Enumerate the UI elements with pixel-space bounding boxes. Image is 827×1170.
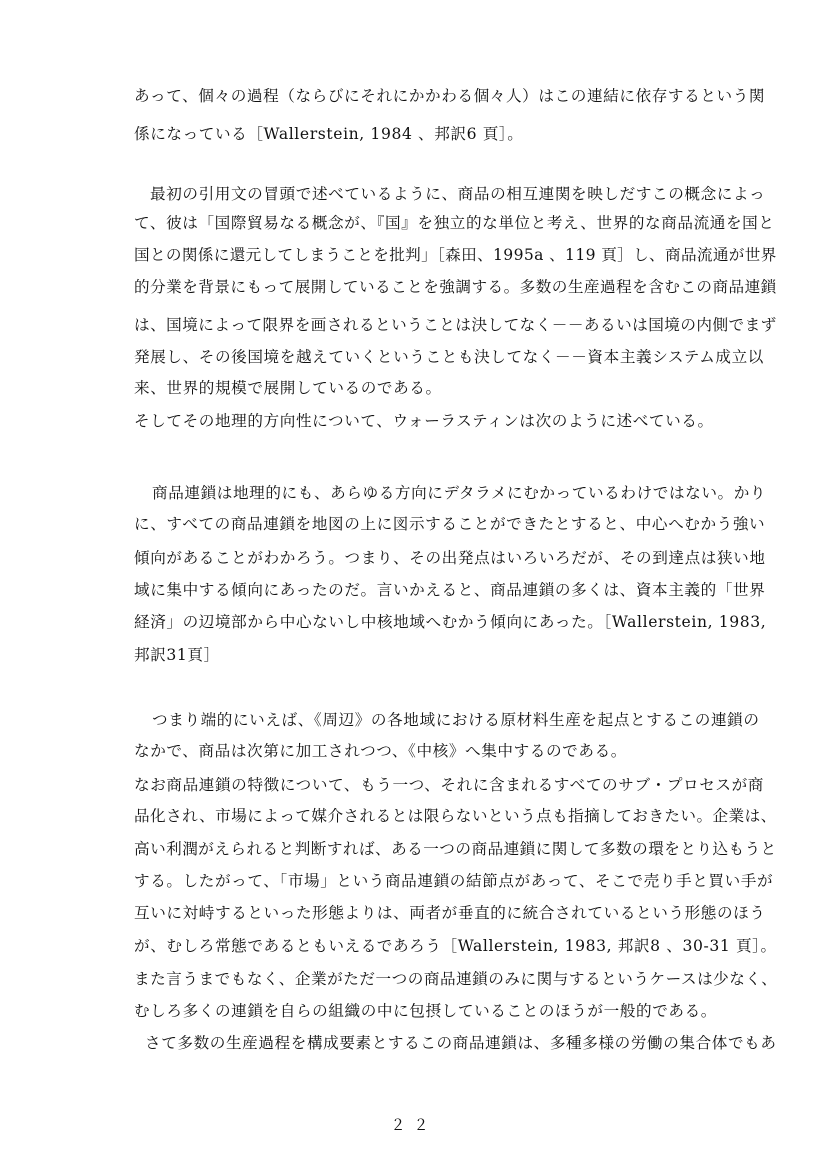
- quote-line: 商品連鎖は地理的にも、あらゆる方向にデタラメにむかっているわけではない。かり: [152, 484, 767, 502]
- text-line: 最初の引用文の冒頭で述べているように、商品の相互連関を映しだすこの概念によっ: [150, 185, 766, 203]
- text-line: むしろ多くの連鎖を自らの組織の中に包摂していることのほうが一般的である。: [134, 1002, 717, 1020]
- text-line: さて多数の生産過程を構成要素とするこの商品連鎖は、多種多様の労働の集合体でもあ: [145, 1034, 777, 1052]
- text-line: 係になっている［Wallerstein, 1984 、邦訳6 頁］。: [134, 125, 524, 143]
- text-line: 高い利潤がえられると判断すれば、ある一つの商品連鎖に関して多数の環をとり込もうと: [134, 840, 777, 858]
- text-line: つまり端的にいえば、《周辺》の各地域における原材料生産を起点とするこの連鎖の: [152, 711, 760, 729]
- text-line: なお商品連鎖の特徴について、もう一つ、それに含まれるすべてのサブ・プロセスが商: [134, 776, 764, 794]
- quote-line: 邦訳31頁］: [134, 646, 220, 664]
- text-line: 品化され、市場によって媒介されるとは限らないという点も指摘しておきたい。企業は、: [134, 807, 777, 825]
- text-line: 来、世界的規模で展開しているのである。: [134, 379, 442, 397]
- text-line: 国との関係に還元してしまうことを批判」［森田、1995a 、119 頁］し、商品流通が世界: [134, 246, 777, 264]
- text-line: は、国境によって限界を画されるということは決してなく－－あるいは国境の内側でまず: [134, 316, 777, 334]
- page-number: ２２: [390, 1116, 437, 1134]
- text-line: なかで、商品は次第に加工されつつ、《中核》へ集中するのである。: [134, 742, 627, 760]
- quote-line: 域に集中する傾向にあったのだ。言いかえると、商品連鎖の多くは、資本主義的「世界: [134, 581, 766, 599]
- quote-line: 傾向があることがわかろう。つまり、その出発点はいろいろだが、その到達点は狭い地: [134, 549, 766, 567]
- text-line: 互いに対峙するといった形態よりは、両者が垂直的に統合されているという形態のほう: [134, 904, 766, 922]
- quote-line: に、すべての商品連鎖を地図の上に図示することができたとすると、中心へむかう強い: [134, 515, 766, 533]
- quote-line: 経済」の辺境部から中心ないし中核地域へむかう傾向にあった。［Wallerstein, 1983,: [134, 613, 767, 631]
- text-line: する。したがって、「市場」という商品連鎖の結節点があって、そこで売り手と買い手が: [134, 872, 774, 890]
- text-line: 発展し、その後国境を越えていくということも決してなく－－資本主義システム成立以: [134, 348, 764, 366]
- text-line: て、彼は「国際貿易なる概念が、『国』を独立的な単位と考え、世界的な商品流通を国と: [134, 214, 775, 232]
- text-line: 的分業を背景にもって展開していることを強調する。多数の生産過程を含むこの商品連鎖: [134, 278, 777, 296]
- text-line: が、むしろ常態であるともいえるであろう［Wallerstein, 1983, 邦訳8 、30-31 頁］。: [134, 937, 777, 955]
- text-line: また言うまでもなく、企業がただ一つの商品連鎖のみに関与するというケースは少なく、: [134, 970, 778, 988]
- text-line: あって、個々の過程（ならびにそれにかかわる個々人）はこの連結に依存するという関: [134, 87, 766, 105]
- text-line: そしてその地理的方向性について、ウォーラスティンは次のように述べている。: [134, 412, 714, 430]
